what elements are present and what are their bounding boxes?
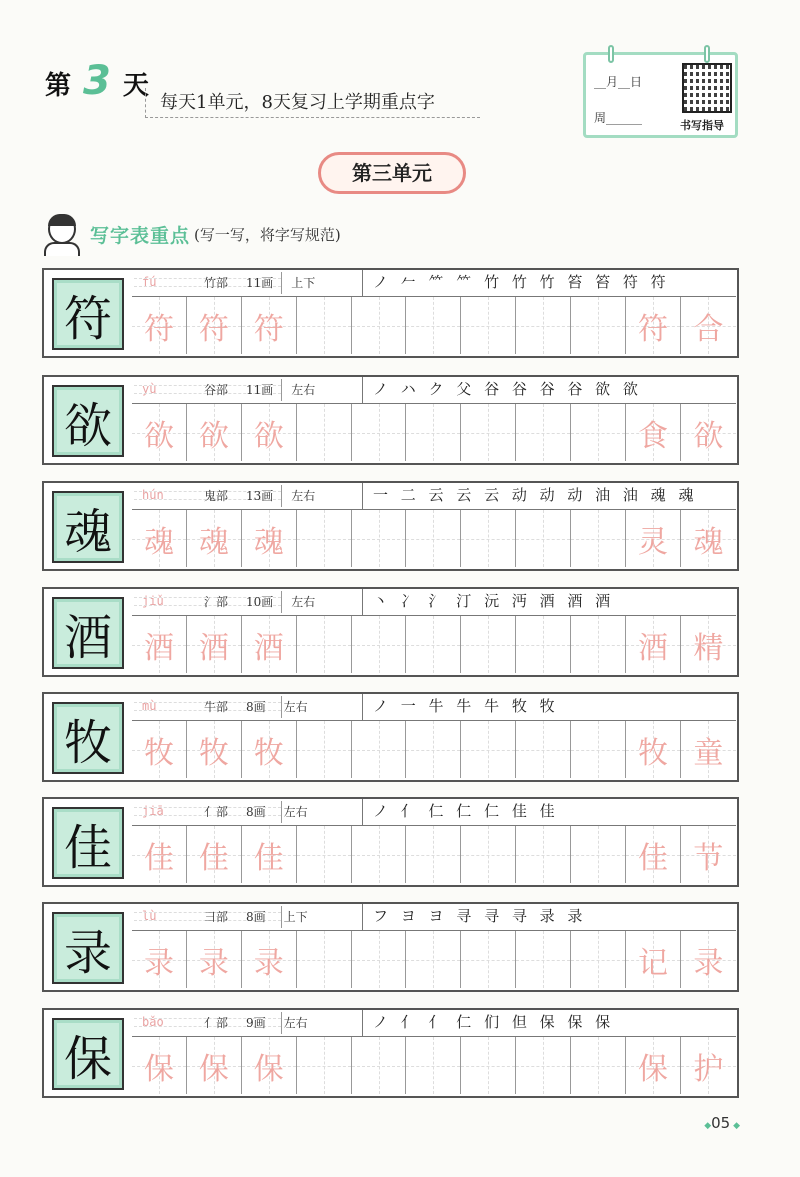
practice-cell-empty[interactable] — [297, 931, 352, 988]
practice-cell-empty[interactable] — [516, 721, 571, 778]
model-char-box — [52, 597, 124, 669]
char-card — [42, 268, 739, 358]
practice-cell: 佳 — [132, 826, 187, 883]
practice-cell: 合 — [681, 297, 736, 354]
day-number: 3 — [83, 58, 111, 104]
practice-cell: 保 — [242, 1037, 297, 1094]
practice-cell: 酒 — [626, 616, 681, 673]
pinyin-field[interactable]: yù — [134, 379, 282, 401]
practice-cell: 符 — [187, 297, 242, 354]
radical: 鬼部 — [204, 489, 229, 503]
practice-cell: 牧 — [242, 721, 297, 778]
practice-cell-empty[interactable] — [352, 1037, 407, 1094]
structure: 左右 — [283, 700, 308, 714]
model-char-box — [52, 912, 124, 984]
stroke-order: フ ヨ ヨ 寻 寻 寻 录 录 — [362, 904, 732, 930]
char-card — [42, 692, 739, 782]
char-meta — [204, 908, 308, 925]
unit-title: 第三单元 — [318, 152, 466, 194]
char-meta — [204, 803, 308, 820]
char-card — [42, 375, 739, 465]
practice-cell: 欲 — [187, 404, 242, 461]
practice-cell-empty[interactable] — [297, 826, 352, 883]
model-char: 佳 — [57, 812, 119, 874]
model-char: 符 — [57, 283, 119, 345]
structure: 左右 — [291, 383, 316, 397]
practice-cell: 酒 — [132, 616, 187, 673]
practice-cell-empty[interactable] — [352, 616, 407, 673]
practice-cell-empty[interactable] — [297, 1037, 352, 1094]
radical: 彐部 — [204, 910, 229, 924]
practice-cell: 护 — [681, 1037, 736, 1094]
model-char-box — [52, 807, 124, 879]
char-meta — [204, 698, 308, 715]
stroke-count: 9画 — [246, 1016, 266, 1030]
stroke-order: ノ 𠂉 ⺮ ⺮ 竹 竹 竹 笞 笞 符 符 — [362, 270, 732, 296]
pinyin-field[interactable]: hún — [134, 485, 282, 507]
radical: 牛部 — [204, 700, 229, 714]
char-meta — [204, 1014, 308, 1031]
practice-cell-empty[interactable] — [406, 297, 461, 354]
practice-cell-empty[interactable] — [406, 1037, 461, 1094]
pinyin-field[interactable]: lù — [134, 906, 282, 928]
boy-icon — [42, 212, 84, 256]
practice-cell: 录 — [242, 931, 297, 988]
day-suffix: 天 — [122, 71, 149, 101]
structure: 上下 — [283, 910, 308, 924]
practice-cell-empty[interactable] — [352, 826, 407, 883]
practice-cell-empty[interactable] — [297, 404, 352, 461]
practice-cell: 佳 — [187, 826, 242, 883]
qr-code-icon[interactable] — [682, 63, 732, 113]
practice-grid — [132, 720, 736, 778]
stroke-order: ノ 亻 亻 仁 们 但 保 保 保 — [362, 1010, 732, 1036]
day-prefix: 第 — [45, 71, 72, 101]
structure: 左右 — [291, 489, 316, 503]
model-char-box — [52, 702, 124, 774]
model-char-box — [52, 1018, 124, 1090]
practice-cell-empty[interactable] — [461, 616, 516, 673]
practice-cell: 录 — [681, 931, 736, 988]
practice-cell-empty[interactable] — [352, 297, 407, 354]
practice-cell-empty[interactable] — [461, 826, 516, 883]
practice-cell: 欲 — [242, 404, 297, 461]
practice-cell-empty[interactable] — [297, 510, 352, 567]
model-char: 保 — [57, 1023, 119, 1085]
stroke-count: 13画 — [246, 489, 274, 503]
char-meta — [204, 593, 315, 610]
practice-cell: 佳 — [626, 826, 681, 883]
practice-cell-empty[interactable] — [406, 510, 461, 567]
practice-cell-empty[interactable] — [571, 826, 626, 883]
day-header — [45, 58, 149, 104]
practice-cell: 录 — [187, 931, 242, 988]
practice-cell: 酒 — [242, 616, 297, 673]
practice-cell-empty[interactable] — [571, 616, 626, 673]
date-month-field: __月__日 — [594, 75, 643, 89]
practice-cell-empty[interactable] — [406, 721, 461, 778]
practice-cell: 食 — [626, 404, 681, 461]
practice-cell: 符 — [132, 297, 187, 354]
practice-cell-empty[interactable] — [406, 826, 461, 883]
section-title: 写字表重点 — [90, 224, 191, 247]
practice-cell-empty[interactable] — [461, 721, 516, 778]
practice-cell: 欲 — [132, 404, 187, 461]
date-week-field: 周______ — [594, 111, 643, 125]
practice-cell-empty[interactable] — [297, 297, 352, 354]
binder-ring-icon — [608, 45, 614, 63]
char-meta — [204, 274, 315, 291]
practice-cell: 牧 — [626, 721, 681, 778]
practice-grid — [132, 403, 736, 461]
model-char-box — [52, 491, 124, 563]
structure: 左右 — [291, 595, 316, 609]
practice-cell: 魂 — [187, 510, 242, 567]
char-card — [42, 797, 739, 887]
qr-label: 书写指导 — [680, 119, 724, 132]
char-card — [42, 902, 739, 992]
practice-cell-empty[interactable] — [352, 510, 407, 567]
radical: 谷部 — [204, 383, 229, 397]
page-number: ◆ 05 ◆ — [704, 1114, 740, 1132]
section-note: (写一写，将字写规范) — [194, 225, 341, 244]
practice-cell-empty[interactable] — [352, 721, 407, 778]
structure: 左右 — [283, 1016, 308, 1030]
practice-cell-empty[interactable] — [406, 931, 461, 988]
practice-cell: 魂 — [132, 510, 187, 567]
practice-grid — [132, 509, 736, 567]
date-card — [583, 52, 738, 138]
practice-grid — [132, 296, 736, 354]
structure: 左右 — [283, 805, 308, 819]
practice-cell-empty[interactable] — [461, 297, 516, 354]
practice-cell: 酒 — [187, 616, 242, 673]
model-char: 欲 — [57, 390, 119, 452]
practice-cell: 灵 — [626, 510, 681, 567]
stroke-count: 10画 — [246, 595, 274, 609]
radical: 亻部 — [204, 805, 229, 819]
char-card — [42, 481, 739, 571]
radical: 亻部 — [204, 1016, 229, 1030]
practice-cell-empty[interactable] — [516, 404, 571, 461]
practice-cell-empty[interactable] — [516, 616, 571, 673]
practice-cell: 牧 — [132, 721, 187, 778]
practice-grid — [132, 930, 736, 988]
practice-cell: 保 — [187, 1037, 242, 1094]
char-card — [42, 587, 739, 677]
practice-cell-empty[interactable] — [571, 1037, 626, 1094]
practice-cell-empty[interactable] — [516, 826, 571, 883]
stroke-order: 一 二 云 云 云 动 动 动 油 油 魂 魂 — [362, 483, 732, 509]
stroke-count: 8画 — [246, 700, 266, 714]
model-char: 酒 — [57, 602, 119, 664]
practice-cell: 魂 — [681, 510, 736, 567]
stroke-count: 8画 — [246, 805, 266, 819]
practice-cell: 保 — [626, 1037, 681, 1094]
practice-cell-empty[interactable] — [352, 931, 407, 988]
pinyin-field[interactable]: fú — [134, 272, 282, 294]
model-char-box — [52, 278, 124, 350]
structure: 上下 — [291, 276, 316, 290]
practice-grid — [132, 1036, 736, 1094]
section-header — [42, 212, 341, 256]
stroke-order: ノ 一 牛 牛 牛 牧 牧 — [362, 694, 732, 720]
practice-cell: 欲 — [681, 404, 736, 461]
practice-cell-empty[interactable] — [461, 931, 516, 988]
practice-cell-empty[interactable] — [516, 510, 571, 567]
stroke-order: ノ ハ ク 父 谷 谷 谷 谷 欲 欲 — [362, 377, 732, 403]
stroke-count: 8画 — [246, 910, 266, 924]
char-card — [42, 1008, 739, 1098]
model-char: 牧 — [57, 707, 119, 769]
practice-grid — [132, 825, 736, 883]
practice-cell-empty[interactable] — [406, 404, 461, 461]
practice-cell: 记 — [626, 931, 681, 988]
practice-cell: 节 — [681, 826, 736, 883]
binder-ring-icon — [704, 45, 710, 63]
practice-cell-empty[interactable] — [571, 931, 626, 988]
stroke-order: 丶 冫 氵 汀 沅 沔 酒 酒 酒 — [362, 589, 732, 615]
practice-cell-empty[interactable] — [461, 1037, 516, 1094]
practice-cell: 符 — [626, 297, 681, 354]
model-char: 录 — [57, 917, 119, 979]
practice-cell-empty[interactable] — [571, 404, 626, 461]
pinyin-field[interactable]: jiā — [134, 801, 282, 823]
practice-cell-empty[interactable] — [297, 721, 352, 778]
practice-cell-empty[interactable] — [516, 297, 571, 354]
practice-cell-empty[interactable] — [352, 404, 407, 461]
pinyin-field[interactable]: mù — [134, 696, 282, 718]
practice-grid — [132, 615, 736, 673]
radical: 氵部 — [204, 595, 229, 609]
practice-cell: 录 — [132, 931, 187, 988]
pinyin-field[interactable]: jiǔ — [134, 591, 282, 613]
model-char-box — [52, 385, 124, 457]
practice-cell-empty[interactable] — [571, 297, 626, 354]
practice-cell-empty[interactable] — [461, 404, 516, 461]
practice-cell-empty[interactable] — [406, 616, 461, 673]
radical: 竹部 — [204, 276, 229, 290]
stroke-order: ノ 亻 仁 仁 仁 佳 佳 — [362, 799, 732, 825]
practice-cell: 魂 — [242, 510, 297, 567]
practice-cell-empty[interactable] — [461, 510, 516, 567]
practice-cell: 佳 — [242, 826, 297, 883]
practice-cell: 符 — [242, 297, 297, 354]
tagline: 每天1单元，8天复习上学期重点字 — [145, 88, 480, 118]
char-meta — [204, 487, 315, 504]
practice-cell-empty[interactable] — [516, 931, 571, 988]
practice-cell-empty[interactable] — [571, 510, 626, 567]
stroke-count: 11画 — [246, 383, 274, 397]
pinyin-field[interactable]: bǎo — [134, 1012, 282, 1034]
practice-cell: 精 — [681, 616, 736, 673]
model-char: 魂 — [57, 496, 119, 558]
practice-cell: 牧 — [187, 721, 242, 778]
practice-cell-empty[interactable] — [571, 721, 626, 778]
stroke-count: 11画 — [246, 276, 274, 290]
char-meta — [204, 381, 315, 398]
practice-cell: 童 — [681, 721, 736, 778]
practice-cell-empty[interactable] — [297, 616, 352, 673]
practice-cell: 保 — [132, 1037, 187, 1094]
practice-cell-empty[interactable] — [516, 1037, 571, 1094]
